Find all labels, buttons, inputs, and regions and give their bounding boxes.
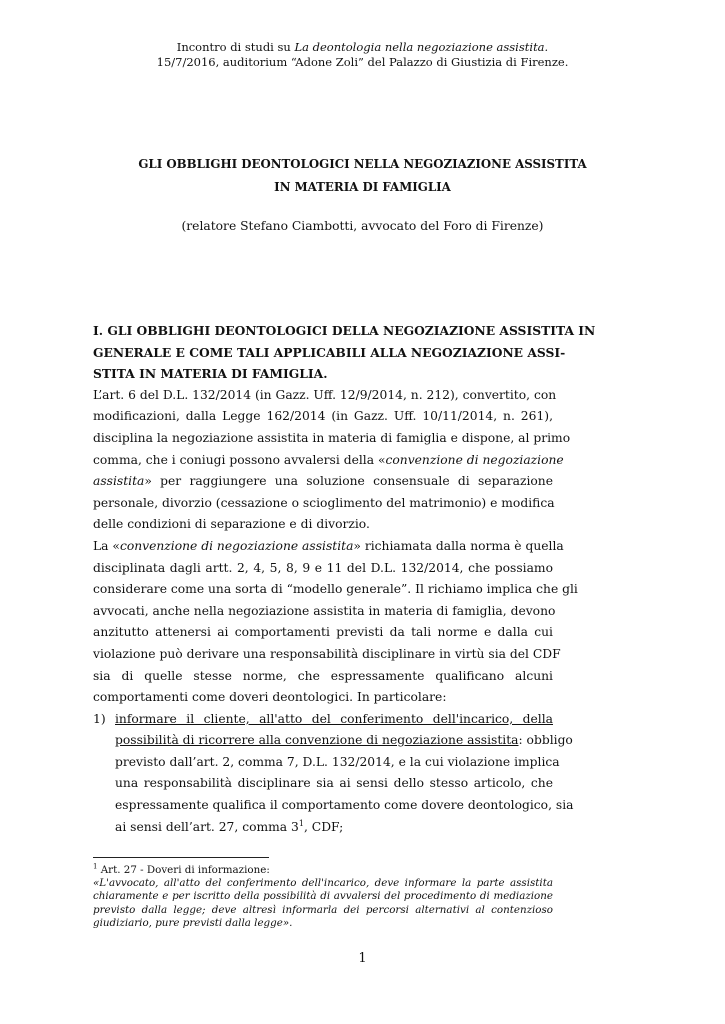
footnote-line: giudiziario, pure previsti dalla legge».: [93, 916, 293, 929]
header-line-2: 15/7/2016, auditorium “Adone Zoli” del Palazzo di Giustizia di Firenze.: [156, 55, 569, 69]
section-heading: [93, 320, 596, 385]
p2-line: La «convenzione di negoziazione assistita» richiamata dalla norma è quella: [93, 538, 564, 553]
p2-line: considerare come una sorta di “modello generale”. Il richiamo implica che gli: [93, 582, 578, 597]
p2-line: comportamenti come doveri deontologici. In particolare:: [93, 690, 447, 705]
footnote-mark: 1: [93, 862, 98, 871]
p1-line: L’art. 6 del D.L. 132/2014 (in Gazz. Uff. 12/9/2014, n. 212), convertito, con: [93, 387, 557, 402]
p1-line: comma, che i coniugi possono avvalersi della «convenzione di negoziazione: [93, 452, 564, 467]
footnote-1: [93, 864, 553, 930]
header-line-1: Incontro di studi su La deontologia nella negoziazione assistita.: [176, 40, 549, 54]
heading-line-2: GENERALE E COME TALI APPLICABILI ALLA NEGOZIAZIONE ASSI-: [93, 344, 566, 360]
p2-line: sia di quelle stesse norme, che espressamente qualificano alcuni: [93, 668, 553, 683]
item1-line: informare il cliente, all'atto del conferimento dell'incarico, della: [115, 711, 553, 726]
heading-line-3: STITA IN MATERIA DI FAMIGLIA.: [93, 366, 328, 382]
footnote-separator: [93, 857, 269, 858]
p1-line: delle condizioni di separazione e di divorzio.: [93, 517, 370, 532]
footnote-line: previsto dalla legge; deve altresì informarla dei percorsi alternativi al contenzioso: [93, 903, 553, 916]
item1-line: previsto dall’art. 2, comma 7, D.L. 132/2014, e la cui violazione implica: [115, 754, 560, 769]
paragraph-1: [93, 385, 571, 536]
title-line-2: IN MATERIA DI FAMIGLIA: [274, 180, 451, 194]
item1-line: ai sensi dell’art. 27, comma $3^1$, CDF;: [115, 818, 344, 834]
item1-line: una responsabilità disciplinare sia ai sensi dello stesso articolo, che: [115, 776, 553, 791]
footnote-reference[interactable]: 1: [298, 818, 304, 828]
list-item-1: [93, 709, 574, 839]
p1-line: assistita» per raggiungere una soluzione consensuale di separazione: [93, 474, 553, 489]
p2-line: anzitutto attenersi ai comportamenti previsti da tali norme e dalla cui: [93, 625, 553, 640]
list-number: 1): [93, 711, 106, 726]
body-text: [93, 320, 596, 838]
page-number: 1: [358, 951, 367, 966]
footnote-line: chiaramente e per iscritto della possibilità di avvalersi del procedimento di mediazione: [93, 890, 553, 903]
paragraph-2: [93, 536, 578, 709]
footnote-title: $^1$ Art. 27 - Doveri di informazione:: [93, 862, 270, 876]
p1-line: disciplina la negoziazione assistita in materia di famiglia e dispone, al primo: [93, 430, 571, 445]
p2-line: violazione può derivare una responsabilità disciplinare in virtù sia del CDF: [93, 646, 561, 661]
p2-line: disciplinata dagli artt. 2, 4, 5, 8, 9 e 11 del D.L. 132/2014, che possiamo: [93, 560, 553, 575]
title-line-1: GLI OBBLIGHI DEONTOLOGICI NELLA NEGOZIAZIONE ASSISTITA: [138, 157, 587, 171]
speaker-note: (relatore Stefano Ciambotti, avvocato del Foro di Firenze): [181, 219, 544, 233]
p1-line: personale, divorzio (cessazione o scioglimento del matrimonio) e modifica: [93, 495, 555, 510]
p2-line: avvocati, anche nella negoziazione assistita in materia di famiglia, devono: [93, 603, 556, 618]
item1-line: espressamente qualifica il comportamento come dovere deontologico, sia: [115, 798, 574, 813]
footnote-line: «L'avvocato, all'atto del conferimento dell'incarico, deve informare la parte assistita: [93, 877, 553, 890]
running-header: [0, 40, 725, 70]
heading-line-1: I. GLI OBBLIGHI DEONTOLOGICI DELLA NEGOZIAZIONE ASSISTITA IN: [93, 323, 596, 338]
document-title: [0, 153, 725, 199]
p1-line: modificazioni, dalla Legge 162/2014 (in Gazz. Uff. 10/11/2014, n. 261),: [93, 409, 553, 424]
item1-line: possibilità di ricorrere alla convenzione di negoziazione assistita: obbligo: [115, 733, 573, 748]
